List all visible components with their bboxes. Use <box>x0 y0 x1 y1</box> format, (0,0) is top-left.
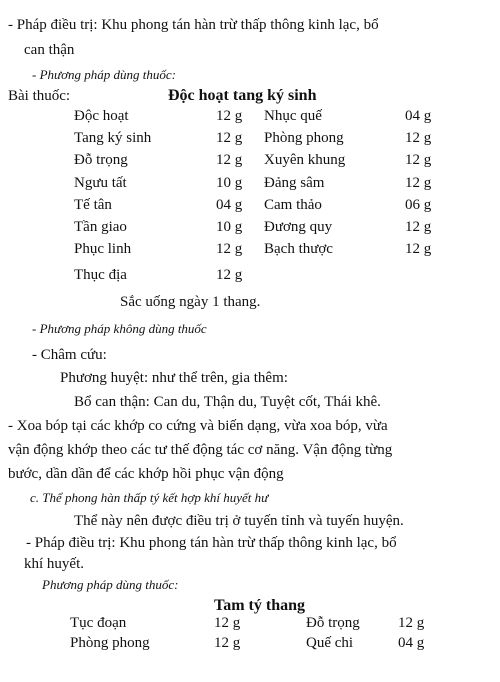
ingredient-name: Tế tân <box>74 197 112 213</box>
ingredient-name: Đỗ trọng <box>306 615 360 631</box>
treatment-principle-2-line-1: - Pháp điều trị: Khu phong tán hàn trừ thấp thông kinh lạc, bổ <box>26 535 397 551</box>
ingredient-dose: 12 g <box>398 615 425 631</box>
ingredient-dose: 12 g <box>216 108 243 124</box>
remedy-title: Độc hoạt tang ký sinh <box>168 87 317 104</box>
ingredient-dose: 12 g <box>405 175 432 191</box>
ingredient-dose: 04 g <box>216 197 243 213</box>
massage-line-1: - Xoa bóp tại các khớp co cứng và biến dạng, vừa xoa bóp, vừa <box>8 418 388 434</box>
ingredient-dose: 12 g <box>405 130 432 146</box>
ingredient-dose: 12 g <box>405 152 432 168</box>
ingredient-dose: 12 g <box>216 241 243 257</box>
ingredient-name: Nhục quế <box>264 108 322 124</box>
ingredient-name: Đương quy <box>264 219 333 235</box>
ingredient-dose: 10 g <box>216 219 243 235</box>
ingredient-dose: 12 g <box>216 267 243 283</box>
ingredient-name: Đảng sâm <box>264 175 325 191</box>
ingredient-dose: 12 g <box>214 615 241 631</box>
massage-line-2: vận động khớp theo các tư thế động tác cơ năng. Vận động từng <box>8 442 393 458</box>
ingredient-name: Ngưu tất <box>74 175 127 191</box>
acupuncture-points: Phương huyệt: như thể trên, gia thêm: <box>60 370 288 386</box>
remedy-label: Bài thuốc: <box>8 88 71 104</box>
ingredient-name: Bạch thược <box>264 241 333 257</box>
ingredient-dose: 06 g <box>405 197 432 213</box>
acupuncture-supplement: Bổ can thận: Can du, Thận du, Tuyệt cốt, Thái khê. <box>74 394 381 410</box>
ingredient-name: Xuyên khung <box>264 152 346 168</box>
ingredient-name: Đỗ trọng <box>74 152 128 168</box>
treatment-principle-line-1: - Pháp điều trị: Khu phong tán hàn trừ thấp thông kinh lạc, bổ <box>8 17 379 33</box>
method-drug-heading: - Phương pháp dùng thuốc: <box>32 67 177 82</box>
method-drug-heading-2: Phương pháp dùng thuốc: <box>42 577 179 592</box>
acupuncture-heading: - Châm cứu: <box>32 347 107 363</box>
ingredient-dose: 04 g <box>398 635 425 651</box>
ingredient-dose: 12 g <box>216 152 243 168</box>
section-c-heading: c. Thể phong hàn thấp tý kết hợp khí huyết hư <box>30 490 269 505</box>
ingredient-dose: 04 g <box>405 108 432 124</box>
remedy2-title: Tam tý thang <box>214 597 305 614</box>
remedy-instruction: Sắc uống ngày 1 thang. <box>120 294 261 310</box>
treatment-principle-2-line-2: khí huyết. <box>24 556 84 572</box>
ingredient-name: Tang ký sinh <box>74 130 152 146</box>
ingredient-name: Phòng phong <box>264 130 344 146</box>
ingredient-name: Độc hoạt <box>74 108 129 124</box>
ingredient-name: Tần giao <box>74 219 127 235</box>
ingredient-dose: 10 g <box>216 175 243 191</box>
ingredient-dose: 12 g <box>405 241 432 257</box>
ingredient-name: Cam thảo <box>264 197 322 213</box>
treatment-principle-line-2: can thận <box>24 42 75 58</box>
ingredient-name: Phòng phong <box>70 635 150 651</box>
ingredient-name: Tục đoạn <box>70 615 127 631</box>
ingredient-name: Quế chi <box>306 635 354 651</box>
method-nondrug-heading: - Phương pháp không dùng thuốc <box>32 321 207 336</box>
massage-line-3: bước, dần dần để các khớp hồi phục vận động <box>8 466 284 482</box>
ingredient-dose: 12 g <box>214 635 241 651</box>
ingredient-name: Phục linh <box>74 241 132 257</box>
section-c-note: Thể này nên được điều trị ở tuyến tỉnh và tuyến huyện. <box>74 513 404 529</box>
ingredient-dose: 12 g <box>405 219 432 235</box>
ingredient-dose: 12 g <box>216 130 243 146</box>
ingredient-name: Thục địa <box>74 267 127 283</box>
